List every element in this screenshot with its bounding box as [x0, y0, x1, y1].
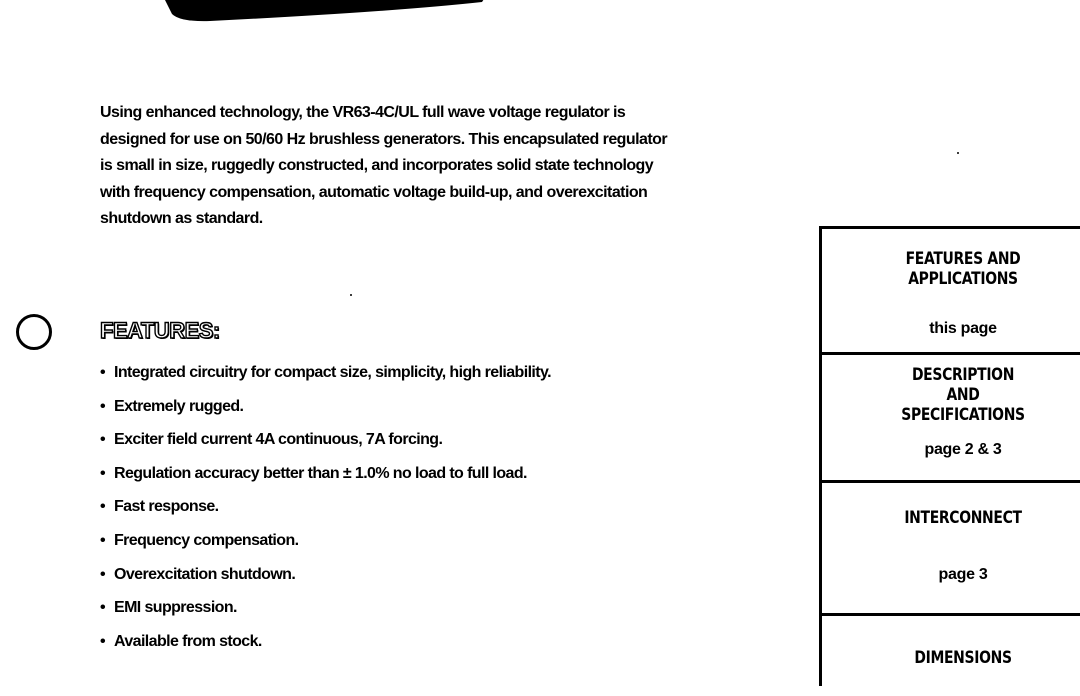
toc-title: DESCRIPTION AND SPECIFICATIONS — [901, 365, 1025, 425]
feature-item: • Extremely rugged. — [100, 397, 244, 415]
toc-section-interconnect[interactable] — [822, 483, 1080, 616]
feature-text: Extremely rugged. — [114, 397, 244, 415]
features-heading: FEATURES: — [100, 318, 220, 343]
toc-page: page 3 — [938, 566, 988, 583]
feature-item: • Regulation accuracy better than ± 1.0% no load to full load. — [100, 464, 527, 482]
feature-text: Available from stock. — [114, 632, 262, 650]
toc-title: DIMENSIONS — [914, 648, 1012, 668]
table-of-contents — [819, 226, 1080, 686]
features-list — [100, 364, 740, 666]
feature-text: Regulation accuracy better than ± 1.0% no load to full load. — [114, 464, 527, 482]
scan-speck — [957, 152, 959, 154]
scan-speck — [350, 294, 352, 296]
feature-text: Overexcitation shutdown. — [114, 565, 296, 583]
feature-item: • Overexcitation shutdown. — [100, 565, 296, 583]
toc-page: page 2 & 3 — [924, 441, 1002, 458]
toc-title: FEATURES AND APPLICATIONS — [905, 249, 1021, 289]
feature-text: Frequency compensation. — [114, 531, 299, 549]
feature-text: Exciter field current 4A continuous, 7A forcing. — [114, 431, 443, 449]
feature-item: • Integrated circuitry for compact size, simplicity, high reliability. — [100, 364, 551, 381]
toc-section-features[interactable] — [822, 229, 1080, 355]
feature-item: • Frequency compensation. — [100, 531, 299, 549]
logo-fragment — [150, 0, 490, 24]
feature-item: • Fast response. — [100, 498, 219, 516]
feature-text: Fast response. — [114, 498, 219, 516]
intro-paragraph: Using enhanced technology, the VR63-4C/UL full wave voltage regulator is designed for use on 50/60 Hz brushless generators. This encapsulated regulator is small in size, ruggedly constructed, and incorporates solid state technology with frequency compensation, automatic voltage build-up, and overexcitation shutdown as standard. — [100, 104, 668, 227]
toc-section-description[interactable] — [822, 355, 1080, 483]
toc-page: this page — [929, 320, 997, 337]
feature-item: • Exciter field current 4A continuous, 7A forcing. — [100, 431, 443, 449]
feature-item: • Available from stock. — [100, 632, 262, 650]
feature-item: • EMI suppression. — [100, 599, 237, 617]
toc-section-dimensions[interactable] — [822, 616, 1080, 696]
toc-title: INTERCONNECT — [904, 508, 1022, 528]
feature-text: Integrated circuitry for compact size, simplicity, high reliability. — [114, 364, 551, 381]
punch-hole — [16, 314, 52, 350]
feature-text: EMI suppression. — [114, 599, 237, 617]
